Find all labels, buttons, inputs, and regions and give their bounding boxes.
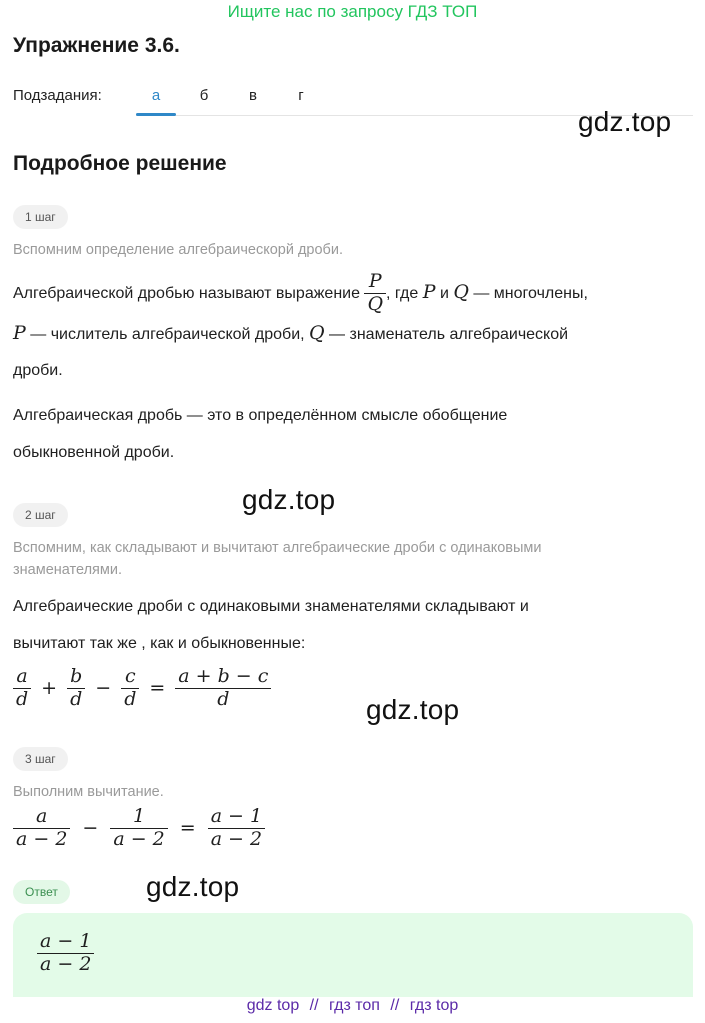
numerator: a + b − c <box>178 665 269 687</box>
step-1-badge: 1 шаг <box>13 205 68 229</box>
generalization-line-2: обыкновенной дроби. <box>13 444 175 461</box>
fraction-1-over-a-minus-2 <box>110 806 167 851</box>
step-2-hint-2: знаменателями. <box>13 562 122 578</box>
fraction-b-over-d <box>67 666 85 711</box>
subtask-tab-a[interactable]: а <box>151 87 161 104</box>
text: — числитель алгебраической дроби, <box>25 326 310 343</box>
watermark: gdz.top <box>146 871 240 902</box>
denominator: a − 2 <box>16 827 68 850</box>
text: — многочлены, <box>468 285 588 302</box>
footer-link-gdz-top[interactable]: gdz top <box>246 997 300 1014</box>
symbol-q: Q <box>453 281 469 303</box>
subtask-tab-g[interactable]: г <box>298 87 304 104</box>
symbol-q: Q <box>309 322 325 344</box>
minus-sign: − <box>95 677 112 700</box>
addition-formula <box>13 666 271 711</box>
fraction-p-over-q <box>364 271 386 316</box>
footer-links <box>0 997 705 1015</box>
definition-text: Алгебраической дробью называют выражение <box>13 285 365 302</box>
numerator: a − 1 <box>210 805 263 827</box>
step-2-text-2: вычитают так же , как и обыкновенные: <box>13 635 306 652</box>
numerator: P <box>368 270 382 293</box>
denominator: Q <box>367 293 384 316</box>
answer-badge: Ответ <box>13 880 70 904</box>
step-2-hint-1: Вспомним, как складывают и вычитают алгебраические дроби с одинаковыми <box>13 540 542 556</box>
text: и <box>435 285 454 302</box>
denominator: a − 2 <box>210 827 263 850</box>
watermark: gdz.top <box>578 106 672 137</box>
footer-separator: // <box>309 997 319 1014</box>
footer-link-gdz-top-mixed[interactable]: гдз top <box>409 997 459 1014</box>
fraction-c-over-d <box>121 666 139 711</box>
numerator: a <box>16 665 28 687</box>
denominator: d <box>124 687 137 710</box>
watermark: gdz.top <box>242 484 336 515</box>
footer-link-gdz-top-ru[interactable]: гдз топ <box>329 997 380 1014</box>
minus-sign: − <box>82 817 99 840</box>
denominator: d <box>217 687 230 710</box>
denominator: a − 2 <box>40 952 92 975</box>
step-2-badge: 2 шаг <box>13 503 68 527</box>
subtask-tab-v[interactable]: в <box>249 87 257 104</box>
numerator: c <box>124 665 136 687</box>
definition-line-3: дроби. <box>13 362 63 379</box>
equals-sign: = <box>149 677 166 700</box>
numerator: b <box>70 665 83 687</box>
active-tab-indicator <box>136 113 176 116</box>
subtraction-formula <box>13 806 265 851</box>
answer-fraction <box>37 931 94 976</box>
footer-separator: // <box>390 997 400 1014</box>
fraction-result <box>175 666 271 711</box>
search-banner: Ищите нас по запросу ГДЗ ТОП <box>227 2 478 21</box>
denominator: d <box>16 687 29 710</box>
step-2-text-1: Алгебраические дроби с одинаковыми знаменателями складывают и <box>13 598 529 615</box>
definition-line-2 <box>13 315 693 353</box>
step-3-hint: Выполним вычитание. <box>13 784 164 800</box>
subtasks-label: Подзадания: <box>13 87 102 104</box>
numerator: a <box>36 805 48 827</box>
numerator: a − 1 <box>40 930 92 952</box>
text: , где <box>386 285 423 302</box>
subtask-tab-b[interactable]: б <box>199 87 209 104</box>
symbol-p: P <box>13 322 26 344</box>
plus-sign: + <box>41 677 58 700</box>
generalization-line-1: Алгебраическая дробь — это в определённом смысле обобщение <box>13 407 508 424</box>
text: — знаменатель алгебраической <box>324 326 569 343</box>
denominator: d <box>70 687 83 710</box>
numerator: 1 <box>133 805 146 827</box>
denominator: a − 2 <box>113 827 165 850</box>
equals-sign: = <box>179 817 196 840</box>
solution-heading: Подробное решение <box>13 152 227 175</box>
watermark: gdz.top <box>366 694 460 725</box>
symbol-p: P <box>422 281 436 303</box>
answer-box <box>13 913 693 997</box>
step-3-badge: 3 шаг <box>13 747 68 771</box>
fraction-a-over-a-minus-2 <box>13 806 70 851</box>
exercise-title: Упражнение 3.6. <box>13 34 180 57</box>
step-1-hint: Вспомним определение алгебраическорй дроби. <box>13 242 343 258</box>
fraction-a-over-d <box>13 666 31 711</box>
fraction-result <box>208 806 265 851</box>
